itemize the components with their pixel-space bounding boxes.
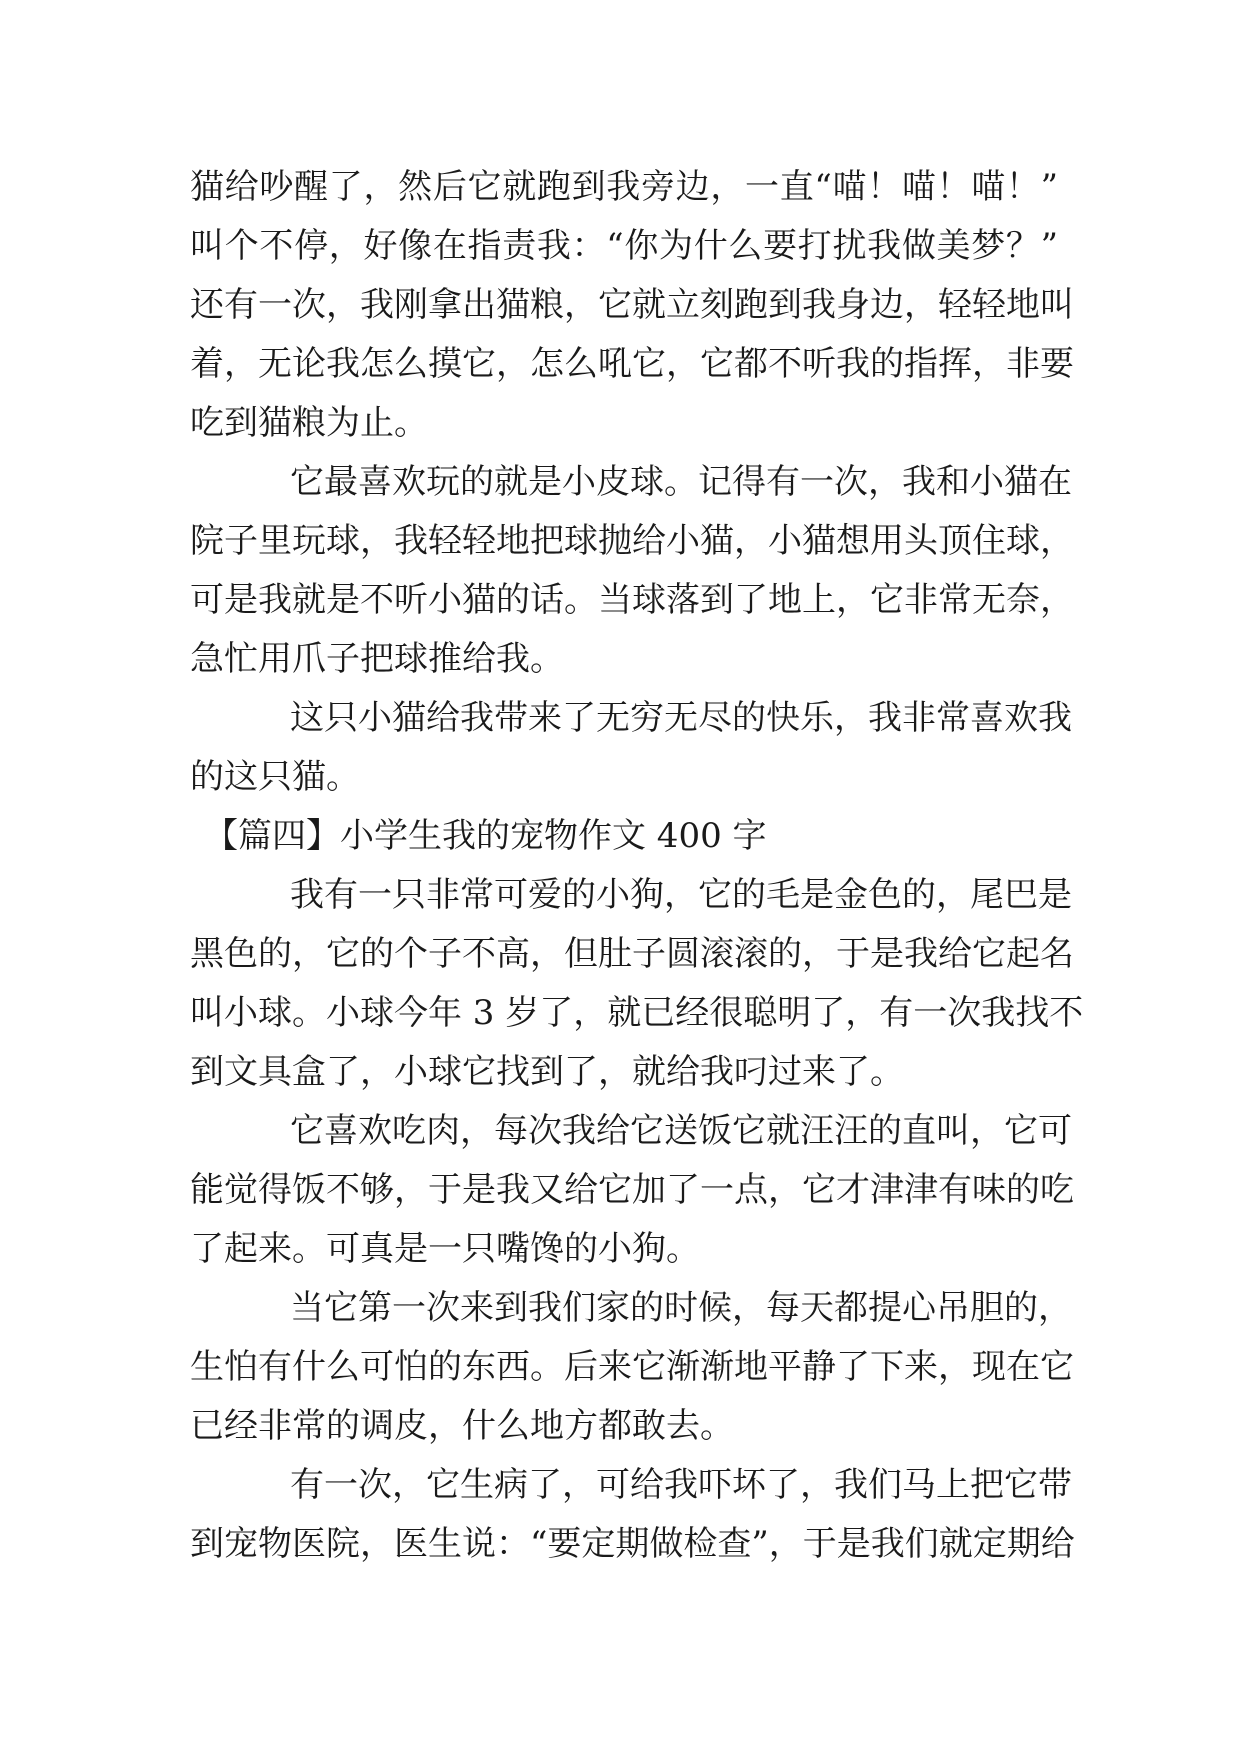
text-line: 到文具盒了，小球它找到了，就给我叼过来了。: [190, 1052, 904, 1092]
text-line: 当它第一次来到我们家的时候，每天都提心吊胆的，: [290, 1288, 1072, 1328]
text-line: 猫给吵醒了，然后它就跑到我旁边，一直“喵！喵！喵！”: [190, 167, 1058, 207]
text-line: 叫小球。小球今年 3 岁了，就已经很聪明了，有一次我找不: [190, 993, 1084, 1033]
paragraph: [190, 158, 1074, 453]
text-line: 生怕有什么可怕的东西。后来它渐渐地平静了下来，现在它: [190, 1347, 1074, 1387]
document-body: [190, 158, 1084, 1574]
text-line: 它喜欢吃肉，每次我给它送饭它就汪汪的直叫，它可: [290, 1111, 1072, 1151]
paragraph: [190, 1456, 1075, 1574]
paragraph: [190, 689, 1072, 807]
text-line: 这只小猫给我带来了无穷无尽的快乐，我非常喜欢我: [290, 698, 1072, 738]
text-line: 急忙用爪子把球推给我。: [190, 639, 564, 679]
text-line: 它最喜欢玩的就是小皮球。记得有一次，我和小猫在: [290, 462, 1072, 502]
text-line: 的这只猫。: [190, 757, 360, 797]
text-line: 黑色的，它的个子不高，但肚子圆滚滚的，于是我给它起名: [190, 934, 1074, 974]
paragraph: [190, 1279, 1074, 1456]
paragraph: [190, 453, 1074, 689]
text-line: 可是我就是不听小猫的话。当球落到了地上，它非常无奈，: [190, 580, 1074, 620]
text-line: 院子里玩球，我轻轻地把球抛给小猫，小猫想用头顶住球，: [190, 521, 1074, 561]
text-line: 有一次，它生病了，可给我吓坏了，我们马上把它带: [290, 1465, 1072, 1505]
text-line: 到宠物医院，医生说：“要定期做检查”，于是我们就定期给: [190, 1524, 1075, 1564]
text-line: 我有一只非常可爱的小狗，它的毛是金色的，尾巴是: [290, 875, 1072, 915]
text-line: 了起来。可真是一只嘴馋的小狗。: [190, 1229, 700, 1269]
text-line: 能觉得饭不够，于是我又给它加了一点，它才津津有味的吃: [190, 1170, 1074, 1210]
paragraph: [190, 866, 1084, 1102]
section-heading: 【篇四】小学生我的宠物作文 400 字: [204, 816, 767, 856]
text-line: 吃到猫粮为止。: [190, 403, 428, 443]
text-line: 还有一次，我刚拿出猫粮，它就立刻跑到我身边，轻轻地叫: [190, 285, 1074, 325]
text-line: 已经非常的调皮，什么地方都敢去。: [190, 1406, 734, 1446]
text-line: 着，无论我怎么摸它，怎么吼它，它都不听我的指挥，非要: [190, 344, 1074, 384]
text-line: 叫个不停，好像在指责我：“你为什么要打扰我做美梦？”: [190, 226, 1058, 266]
paragraph: [190, 1102, 1074, 1279]
